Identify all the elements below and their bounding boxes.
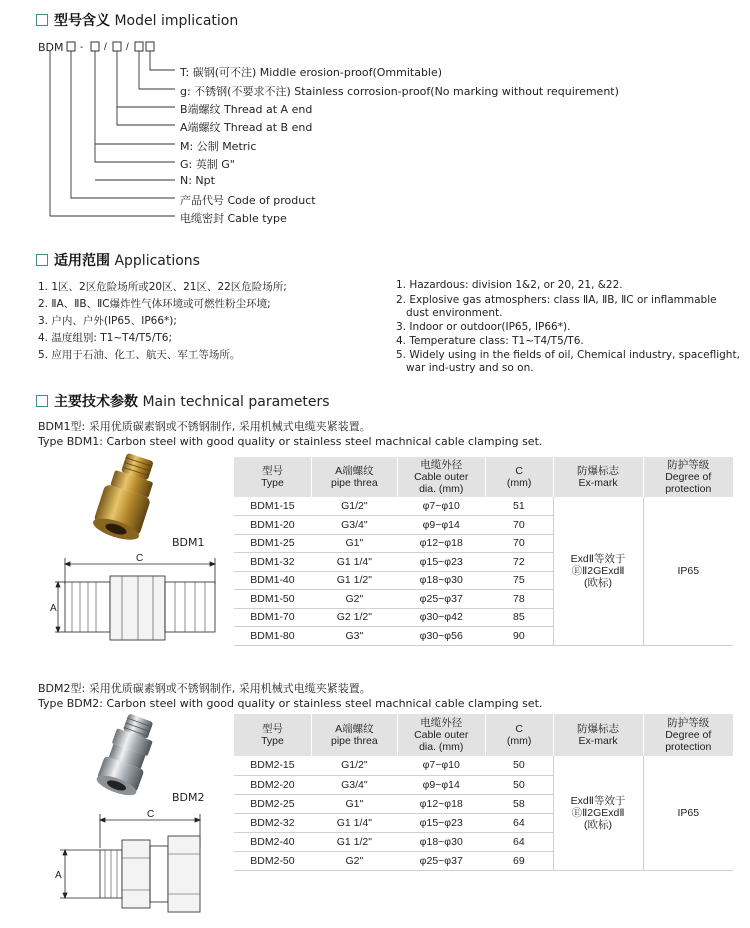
model-entry-a-thread: A端螺纹 Thread at B end <box>180 121 313 134</box>
model-entry-imperial: G: 英制 G" <box>180 158 235 171</box>
header-dia: 电缆外径 Cable outer dia. (mm) <box>397 714 485 756</box>
bdm1-desc-en: Type BDM1: Carbon steel with good quality or stainless steel machnical cable clamping set. <box>38 435 543 448</box>
bdm1-ex-mark: ExdⅡ等效于 ⒺⅡ2GExdⅡ (欧标) <box>553 497 643 645</box>
header-thread: A端螺纹 pipe threa <box>311 457 397 497</box>
header-thread: A端螺纹 pipe threa <box>311 714 397 756</box>
params-section-title: 主要技术参数 Main technical parameters <box>36 391 330 411</box>
table-row: BDM2-50 G2" φ25~φ37 69 <box>234 851 734 870</box>
header-exmark: 防爆标志 Ex-mark <box>553 457 643 497</box>
table-row: BDM1-25 G1" φ12~φ18 70 <box>234 534 734 553</box>
header-exmark: 防爆标志 Ex-mark <box>553 714 643 756</box>
table-row: BDM2-15 G1/2" φ7~φ10 50 ExdⅡ等效于 ⒺⅡ2GExdⅡ (欧标) IP65 <box>234 756 734 775</box>
bdm2-dimension-drawing <box>55 808 230 923</box>
section-marker-icon <box>36 254 48 266</box>
app-cn-line: 4. 温度组别: T1~T4/T5/T6; <box>38 332 173 344</box>
bdm1-dim-c-label: C <box>136 553 144 564</box>
app-en-line: 1. Hazardous: division 1&2, or 20, 21, &22. <box>396 279 623 291</box>
table-row: BDM2-20 G3/4" φ9~φ14 50 <box>234 775 734 794</box>
bdm1-dimension-drawing <box>50 552 230 652</box>
model-entry-metric: M: 公制 Metric <box>180 140 257 153</box>
header-c: C (mm) <box>485 714 553 756</box>
bdm1-label: BDM1 <box>172 536 205 549</box>
model-entry-b-thread: B端螺纹 Thread at A end <box>180 103 313 116</box>
bdm2-dim-c-label: C <box>147 809 155 820</box>
bdm1-product-image <box>80 452 180 547</box>
bdm2-protection: IP65 <box>643 756 733 870</box>
table-row: BDM2-32 G1 1/4" φ15~φ23 64 <box>234 813 734 832</box>
bdm2-spec-table <box>233 714 733 871</box>
bdm2-product-image <box>84 712 174 802</box>
table-row: BDM1-32 G1 1/4" φ15~φ23 72 <box>234 553 734 572</box>
table-row: BDM1-50 G2" φ25~φ37 78 <box>234 590 734 609</box>
section-marker-icon <box>36 395 48 407</box>
table-row: BDM1-40 G1 1/2" φ18~φ30 75 <box>234 571 734 590</box>
bdm1-dim-a-label: A <box>50 603 57 614</box>
table-row: BDM1-80 G3" φ30~φ56 90 <box>234 627 734 646</box>
bdm1-spec-table <box>233 457 733 646</box>
header-c: C (mm) <box>485 457 553 497</box>
bdm2-desc-cn: BDM2型: 采用优质碳素钢或不锈钢制作, 采用机械式电缆夹紧装置。 <box>38 682 371 695</box>
header-protection: 防护等级 Degree of protection <box>643 457 733 497</box>
model-code-diagram <box>0 0 750 230</box>
app-cn-line: 3. 户内、户外(IP65、IP66*); <box>38 315 177 327</box>
bdm1-protection: IP65 <box>643 497 733 645</box>
app-cn-line: 1. 1区、2区危险场所或20区、21区、22区危险场所; <box>38 281 287 293</box>
table-row: BDM1-15 G1/2" φ7~φ10 51 ExdⅡ等效于 ⒺⅡ2GExdⅡ (欧标) IP65 <box>234 497 734 516</box>
app-en-line: dust environment. <box>396 307 503 319</box>
bdm2-label: BDM2 <box>172 791 205 804</box>
app-en-line: 4. Temperature class: T1~T4/T5/T6. <box>396 335 584 347</box>
model-entry-product-code: 产品代号 Code of product <box>180 194 316 207</box>
bdm2-ex-mark: ExdⅡ等效于 ⒺⅡ2GExdⅡ (欧标) <box>553 756 643 870</box>
model-entry-npt: N: Npt <box>180 174 215 187</box>
table-row: BDM2-25 G1" φ12~φ18 58 <box>234 794 734 813</box>
svg-text:-: - <box>80 42 84 53</box>
applications-section-title: 适用范围 Applications <box>36 250 200 270</box>
header-type: 型号 Type <box>234 714 312 756</box>
header-dia: 电缆外径 Cable outer dia. (mm) <box>397 457 485 497</box>
app-en-line: 2. Explosive gas atmosphers: class ⅡA, ⅡB, ⅡC or inflammable <box>396 294 717 306</box>
app-en-line: 3. Indoor or outdoor(IP65, IP66*). <box>396 321 571 333</box>
svg-text:/: / <box>104 42 107 53</box>
model-entry-g: g: 不锈钢(不要求不注) Stainless corrosion-proof(No marking without requirement) <box>180 85 619 98</box>
bdm2-dim-a-label: A <box>55 870 62 881</box>
table-row: BDM1-20 G3/4" φ9~φ14 70 <box>234 516 734 535</box>
bdm2-desc-en: Type BDM2: Carbon steel with good quality or stainless steel machnical cable clamping set. <box>38 697 543 710</box>
model-code-line: BDM <box>38 41 64 54</box>
bdm1-desc-cn: BDM1型: 采用优质碳素钢或不锈钢制作, 采用机械式电缆夹紧装置。 <box>38 420 371 433</box>
svg-text:/: / <box>126 42 129 53</box>
table-row: BDM2-40 G1 1/2" φ18~φ30 64 <box>234 832 734 851</box>
table-row: BDM1-70 G2 1/2" φ30~φ42 85 <box>234 608 734 627</box>
app-cn-line: 2. ⅡA、ⅡB、ⅡC爆炸性气体环境或可燃性粉尘环境; <box>38 298 271 310</box>
app-cn-line: 5. 应用于石油、化工、航天、军工等场所。 <box>38 349 241 361</box>
model-section-title: 型号含义 Model implication <box>36 10 238 30</box>
app-en-line: war ind-ustry and so on. <box>396 362 534 374</box>
app-en-line: 5. Widely using in the fields of oil, Chemical industry, spaceflight, <box>396 349 740 361</box>
header-protection: 防护等级 Degree of protection <box>643 714 733 756</box>
model-entry-cable-type: 电缆密封 Cable type <box>180 212 287 225</box>
model-entry-t: T: 碳钢(可不注) Middle erosion-proof(Ommitable) <box>180 66 443 79</box>
header-type: 型号 Type <box>234 457 312 497</box>
